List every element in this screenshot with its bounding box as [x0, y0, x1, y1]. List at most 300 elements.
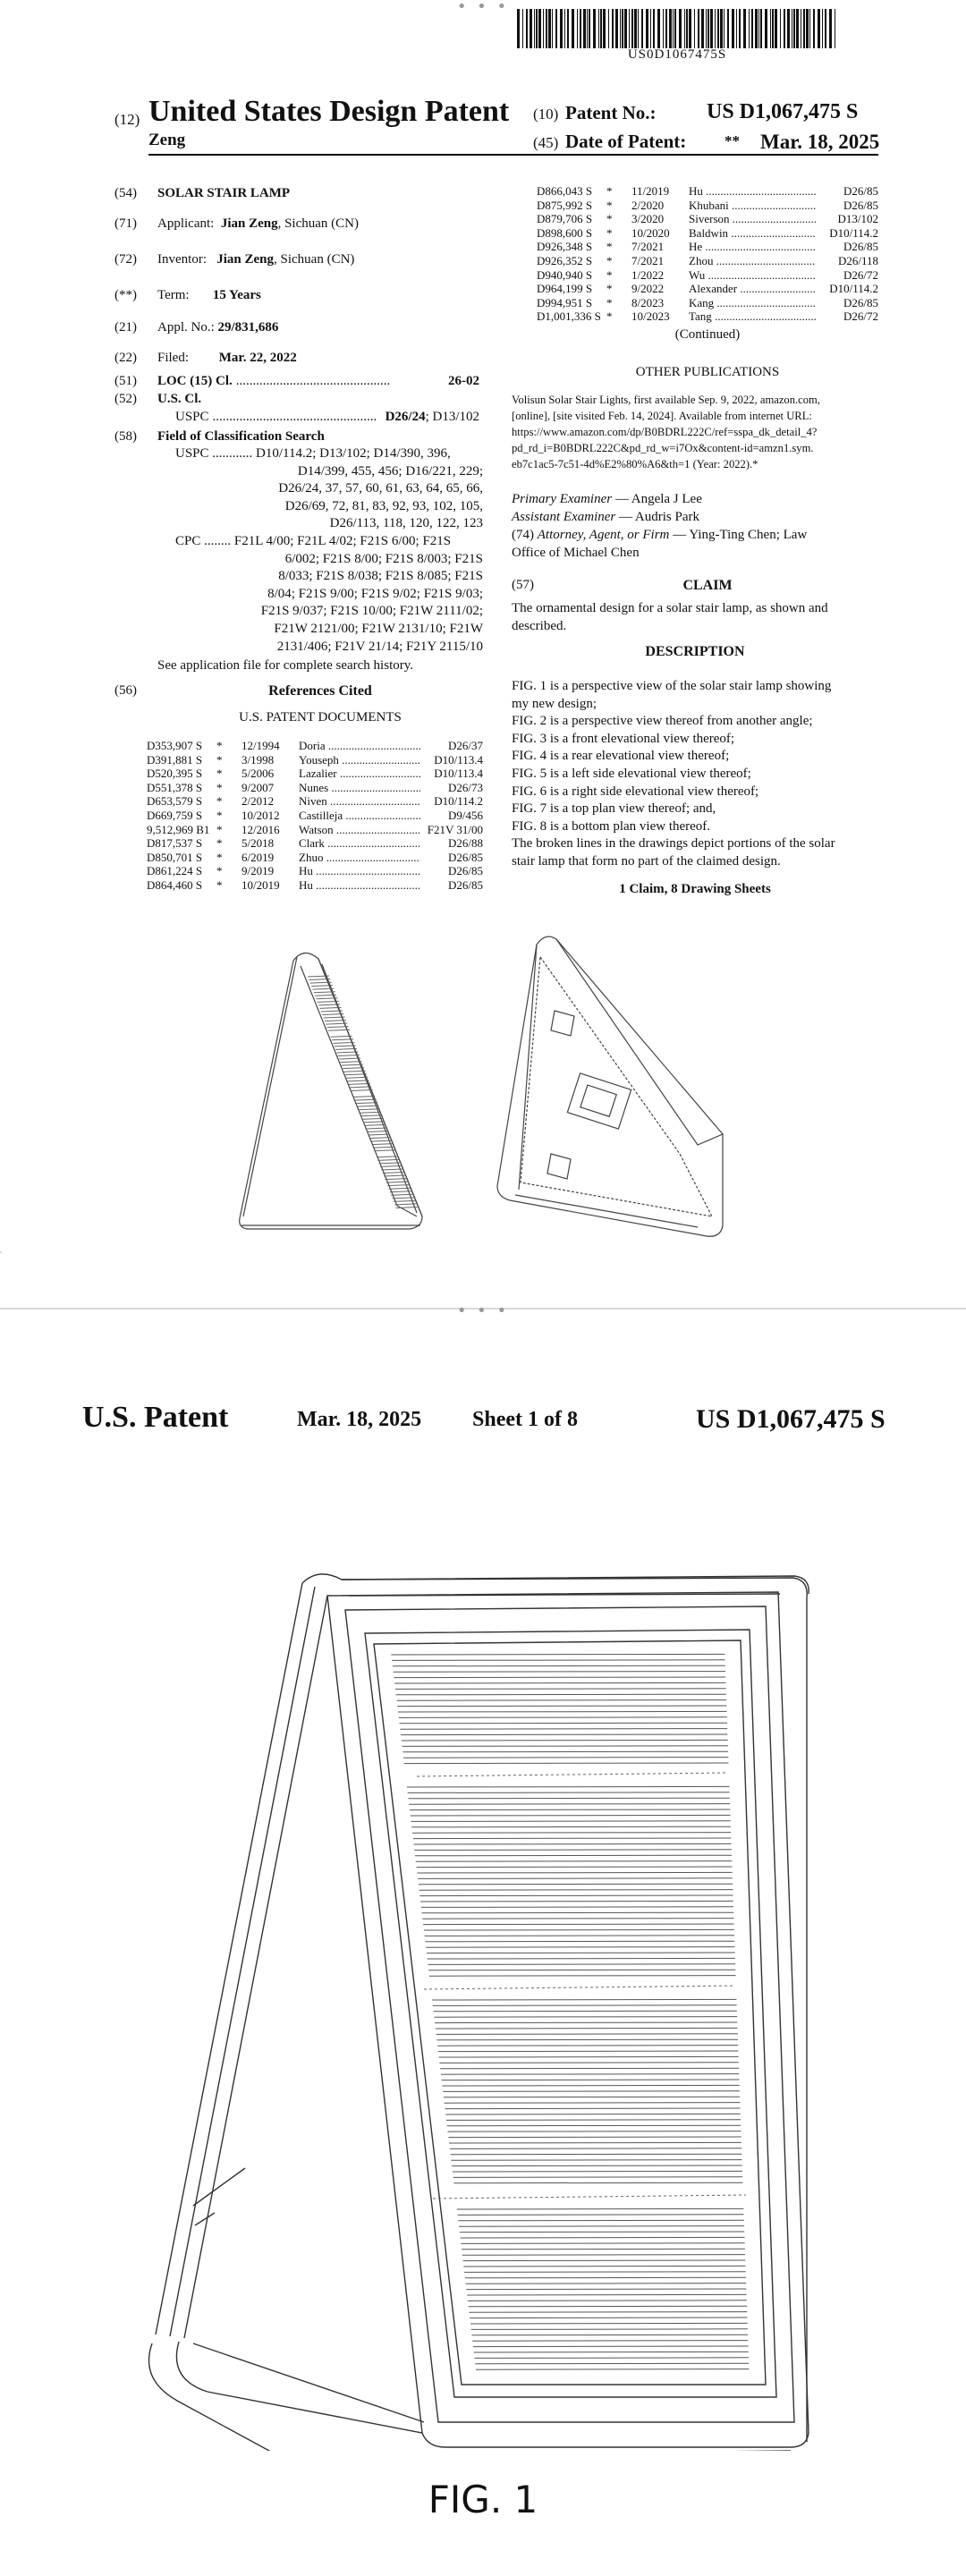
reference-no: D653,579 S [147, 794, 203, 809]
barcode-bar [583, 9, 586, 48]
solar-slat [435, 2022, 737, 2023]
reference-k: * [216, 794, 223, 809]
solar-slat [436, 2028, 738, 2029]
solar-slat [434, 2017, 737, 2018]
barcode-bar [674, 9, 676, 48]
solar-slat [461, 2237, 745, 2238]
solar-slat [458, 2215, 744, 2216]
solar-slat [401, 1734, 727, 1735]
barcode-bar [780, 9, 781, 48]
solar-slat [432, 1999, 736, 2000]
solar-slat [466, 2289, 746, 2290]
solar-slat [460, 2232, 744, 2233]
barcode-bar [669, 9, 672, 48]
solar-slat [419, 1890, 733, 1891]
reference-cls: D26/72 [843, 309, 878, 324]
solar-slat [391, 1654, 724, 1655]
reference-k: * [216, 767, 223, 781]
reference-name: Wu ..... [689, 268, 816, 283]
solar-slat [404, 1763, 729, 1764]
refs-title: References Cited [268, 683, 372, 699]
panel-slat [327, 1027, 349, 1028]
barcode-bar [587, 9, 588, 48]
reference-cls: D10/113.4 [434, 752, 483, 767]
solar-slat [441, 2074, 739, 2075]
barcode-bar [717, 9, 719, 48]
reference-date: 6/2019 [242, 850, 275, 864]
barcode-bar [620, 9, 621, 48]
barcode-bar [803, 9, 805, 48]
barcode-bar [546, 9, 547, 48]
title-code: (54) [114, 186, 137, 200]
solar-slat [394, 1672, 725, 1673]
reference-cls: D9/456 [448, 808, 483, 822]
panel-slat [389, 1188, 411, 1189]
reference-date: 9/2019 [242, 864, 275, 878]
reference-k: * [216, 850, 223, 864]
page-handle-middle[interactable]: • • • [456, 1301, 510, 1320]
reference-date: 3/2020 [631, 212, 665, 226]
barcode-bar [530, 9, 532, 48]
solar-slat [426, 1947, 734, 1948]
reference-row [147, 823, 483, 837]
panel-slat [331, 1036, 352, 1037]
barcode-bar [694, 9, 695, 48]
applicant: Applicant: Jian Zeng, Sichuan (CN) [157, 216, 359, 231]
solar-slat [414, 1850, 732, 1851]
barcode-bar [727, 9, 729, 48]
barcode-bar [701, 9, 704, 48]
reference-row [147, 781, 483, 795]
panel-slat [379, 1163, 401, 1164]
reference-cls: D26/73 [448, 780, 483, 794]
reference-cls: D26/72 [843, 267, 878, 282]
panel-slat [390, 1191, 411, 1192]
solar-slat [462, 2255, 745, 2256]
reference-no: D875,992 S [537, 198, 593, 212]
barcode-bar [538, 9, 541, 48]
reference-no: D353,907 S [147, 739, 203, 752]
reference-name: Hu ..... [299, 864, 420, 878]
panel-slat [343, 1068, 364, 1069]
field-cpc: CPC ........ F21L 4/00; F21L 4/02; F21S 6/00; F21S 6/002; F21S 8/00; F21S 8/003; F21S 8/033; F21S 8/038; F21S 8/085; F21S 8/04; F21S 9/00; F21S 9/02; F21S 9/03; F21S 9/037; F21S 10/00; F21W 2111/02; F21W 2121/00; F21W 2131/10; F21W 2131/406; F21V 21/14; F21Y 2115/10 [175, 534, 483, 654]
term: Term: 15 Years [157, 288, 261, 302]
reference-k: * [216, 739, 223, 752]
sheet-header-left: U.S. Patent [82, 1401, 229, 1434]
reference-row [537, 296, 878, 310]
solar-slat [443, 2085, 740, 2086]
reference-name: He ..... [689, 240, 816, 254]
reference-date: 5/2006 [242, 767, 275, 781]
solar-slat [419, 1895, 733, 1896]
barcode-bar [793, 9, 795, 48]
solar-slat [465, 2277, 746, 2278]
panel-slat [381, 1169, 402, 1170]
see-application: See application file for complete search history. [157, 658, 414, 673]
barcode-bar [720, 9, 723, 48]
barcode-bar [732, 9, 734, 48]
barcode-bar [634, 9, 637, 48]
barcode-bar [679, 9, 682, 48]
code-10: (10) [533, 106, 559, 123]
description-line: FIG. 5 is a left side elevational view thereof; [512, 766, 751, 781]
barcode-bar [772, 9, 774, 48]
solar-slat [400, 1729, 727, 1730]
barcode-bar [684, 9, 685, 48]
reference-no: D940,940 S [537, 267, 593, 282]
solar-slat [448, 2131, 741, 2132]
claims-summary: 1 Claim, 8 Drawing Sheets [619, 882, 771, 896]
reference-name: Lazalier ..... [299, 767, 420, 781]
barcode-bar [787, 9, 790, 48]
reference-cls: D10/113.4 [434, 767, 483, 781]
solar-slat [417, 1867, 733, 1868]
solar-slat [462, 2249, 745, 2250]
reference-k: * [606, 212, 613, 226]
barcode-bar [638, 9, 639, 48]
barcode-bar [706, 9, 707, 48]
barcode-bar [603, 9, 606, 48]
field-uspc: USPC ............ D10/114.2; D13/102; D14/390, 396, D14/399, 455, 456; D16/221, 229; D26/24, 37, 57, 60, 61, 63, 64, 65, 66, D26/69, 72, 81, 83, 92, 93, 102, 105, D26/113, 118, 120, 122, 123 [175, 446, 483, 531]
solar-slat [395, 1689, 726, 1690]
solar-slat [407, 1786, 730, 1787]
claim-text: The ornamental design for a solar stair lamp, as shown and described. [512, 601, 828, 633]
reference-no: D864,460 S [147, 877, 203, 892]
barcode-bar [765, 9, 767, 48]
description-line: FIG. 1 is a perspective view of the solar stair lamp showing [512, 679, 832, 693]
solar-slat [457, 2208, 744, 2209]
barcode-bar [739, 9, 741, 48]
solar-slat [414, 1843, 732, 1844]
solar-slat [397, 1700, 727, 1701]
barcode-bar [612, 9, 614, 48]
panel-slat [326, 1023, 347, 1024]
panel-slat [394, 1204, 416, 1205]
description-line: FIG. 2 is a perspective view thereof from another angle; [512, 714, 813, 729]
panel-slat [345, 1074, 367, 1075]
solar-slat [425, 1941, 734, 1942]
panel-slat [391, 1194, 412, 1195]
solar-slat [453, 2182, 742, 2183]
solar-slat [436, 2039, 738, 2040]
reference-date: 10/2023 [631, 309, 670, 324]
barcode-bar [809, 9, 810, 48]
sheet-header-patent-number: US D1,067,475 S [696, 1404, 886, 1434]
reference-k: * [606, 282, 613, 296]
reference-cls: D10/114.2 [434, 794, 483, 809]
reference-k: * [606, 309, 613, 324]
barcode-bar [755, 9, 758, 48]
reference-cls: D10/114.2 [829, 282, 878, 296]
barcode-bar [593, 9, 596, 48]
barcode-bar [673, 9, 674, 48]
reference-date: 2/2020 [631, 198, 665, 212]
reference-row [147, 836, 483, 851]
barcode-bar [784, 9, 785, 48]
reference-k: * [216, 864, 223, 878]
solar-slat [413, 1838, 732, 1839]
barcode-bar [715, 9, 716, 48]
solar-slat [428, 1958, 735, 1959]
description-line: The broken lines in the drawings depict portions of the solar [512, 836, 835, 852]
reference-cls: D26/85 [843, 240, 878, 254]
reference-date: 2/2012 [242, 794, 275, 809]
description-text [512, 678, 878, 871]
us-docs-title: U.S. PATENT DOCUMENTS [239, 710, 402, 724]
kind-code: (12) [114, 111, 140, 128]
barcode-bar [775, 9, 777, 48]
reference-no: D879,706 S [537, 212, 593, 226]
solar-slat [464, 2272, 746, 2273]
solar-slat [399, 1717, 727, 1718]
reference-name: Baldwin ..... [689, 226, 816, 241]
solar-slat [447, 2125, 741, 2126]
reference-k: * [606, 240, 613, 254]
panel-slat [393, 1198, 414, 1199]
panel-slat [365, 1124, 386, 1125]
solar-slat [409, 1804, 730, 1805]
reference-row [147, 851, 483, 865]
reference-row [537, 254, 878, 268]
reference-k: * [216, 836, 223, 851]
reference-row [537, 282, 878, 296]
reference-row [147, 878, 483, 893]
solar-slat [392, 1660, 724, 1661]
reference-date: 7/2021 [631, 240, 665, 254]
solar-slat [433, 2005, 737, 2006]
reference-name: Hu ..... [299, 878, 420, 893]
solar-slat [471, 2329, 748, 2330]
barcode-bar [646, 9, 648, 48]
barcode-bar [608, 9, 609, 48]
solar-slat [458, 2220, 744, 2221]
barcode-bar [796, 9, 799, 48]
solar-slat [438, 2051, 739, 2052]
reference-name: Zhou ..... [689, 254, 816, 268]
barcode-bar [770, 9, 771, 48]
barcode-bar [665, 9, 667, 48]
barcode-bar [710, 9, 713, 48]
panel-slat [340, 1062, 361, 1063]
reference-k: * [606, 267, 613, 282]
description-line: my new design; [512, 696, 597, 711]
uscl-code: (52) [114, 392, 137, 406]
solar-slat [445, 2108, 741, 2109]
solar-slat [450, 2148, 741, 2149]
solar-slat [402, 1751, 728, 1752]
panel-slat [384, 1175, 405, 1176]
barcode-bar [822, 9, 823, 48]
solar-slat [449, 2142, 741, 2143]
reference-cls: D26/85 [448, 877, 483, 892]
reference-row [537, 309, 878, 324]
panel-slat [359, 1109, 380, 1110]
barcode-bar [598, 9, 599, 48]
reference-row [537, 184, 878, 199]
solar-slat [419, 1884, 733, 1885]
reference-cls: D26/118 [837, 253, 878, 267]
reference-row [147, 753, 483, 767]
description-title: DESCRIPTION [645, 644, 745, 659]
barcode-bar [629, 9, 630, 48]
barcode-bar [522, 9, 523, 48]
reference-row [147, 794, 483, 809]
reference-row [147, 767, 483, 781]
barcode-bar [708, 9, 709, 48]
solar-slat [393, 1665, 725, 1666]
page-edge-mark: ' [0, 1250, 2, 1260]
solar-slat [416, 1861, 732, 1862]
panel-slat [336, 1052, 358, 1053]
panel-slat [332, 1039, 353, 1040]
panel-slat [374, 1150, 395, 1151]
reference-k: * [216, 780, 223, 794]
barcode-number: US0D1067475S [627, 47, 727, 62]
solar-slat [463, 2266, 745, 2267]
fig-1-drawing [143, 1556, 823, 2451]
solar-slat [475, 2363, 749, 2364]
description-line: FIG. 3 is a front elevational view thereof; [512, 731, 735, 746]
panel-slat [339, 1058, 360, 1059]
appl-no: Appl. No.: 29/831,686 [157, 320, 279, 335]
panel-slat [370, 1140, 392, 1141]
reference-no: D669,759 S [147, 808, 203, 822]
patent-date: Mar. 18, 2025 [760, 131, 880, 153]
barcode-bar [813, 9, 815, 48]
reference-cls: F21V 31/00 [427, 822, 483, 836]
barcode-bar [552, 9, 553, 48]
solar-slat [411, 1821, 731, 1822]
reference-name: Castilleja ..... [299, 809, 420, 823]
panel-slat [355, 1099, 377, 1100]
barcode-bar [686, 9, 688, 48]
barcode-bar [555, 9, 557, 48]
claim-title: CLAIM [682, 578, 733, 593]
reference-date: 1/2022 [631, 267, 665, 282]
reference-cls: D26/85 [843, 184, 878, 198]
solar-slat [453, 2177, 743, 2178]
reference-date: 10/2020 [631, 225, 670, 240]
barcode-bar [650, 9, 651, 48]
panel-slat [346, 1077, 368, 1078]
other-publications-title: OTHER PUBLICATIONS [635, 365, 780, 379]
solar-slat [469, 2306, 747, 2307]
date-label: Date of Patent: [565, 131, 687, 152]
barcode-bar [758, 9, 759, 48]
description-line: FIG. 6 is a right side elevational view thereof; [512, 784, 759, 799]
solar-slat [415, 1855, 732, 1856]
reference-cls: D13/102 [837, 212, 878, 226]
barcode-bar [572, 9, 574, 48]
description-line: stair lamp that form no part of the claimed design. [512, 853, 781, 869]
filed: Filed: Mar. 22, 2022 [157, 351, 297, 365]
solar-slat [475, 2358, 750, 2359]
inventor-surname: Zeng [148, 131, 186, 149]
solar-slat [448, 2137, 741, 2138]
reference-no: D964,199 S [537, 282, 593, 296]
design-title: SOLAR STAIR LAMP [157, 186, 291, 200]
barcode-bar [751, 9, 753, 48]
solar-slat [470, 2323, 748, 2324]
description-line: FIG. 7 is a top plan view thereof; and, [512, 801, 716, 817]
barcode-bar [689, 9, 691, 48]
field-label: Field of Classification Search [157, 429, 325, 444]
barcode-bar [743, 9, 746, 48]
barcode-bar [806, 9, 809, 48]
solar-slat [411, 1815, 731, 1816]
panel-slat [372, 1144, 394, 1145]
reference-k: * [606, 184, 613, 198]
references-left [147, 739, 483, 893]
reference-date: 9/2022 [631, 282, 665, 296]
solar-slat [423, 1924, 733, 1925]
sheet-number: Sheet 1 of 8 [472, 1408, 578, 1431]
solar-slat [398, 1711, 727, 1712]
solar-slat [429, 1976, 736, 1977]
reference-date: 7/2021 [631, 253, 665, 267]
reference-no: D850,701 S [147, 850, 203, 864]
code-45: (45) [533, 134, 559, 151]
solar-slat [446, 2120, 741, 2121]
reference-row [147, 739, 483, 753]
barcode-bar [548, 9, 551, 48]
inventor: Inventor: Jian Zeng, Sichuan (CN) [157, 252, 355, 267]
barcode-bar [749, 9, 750, 48]
reference-date: 10/2019 [242, 877, 280, 892]
solar-slat [420, 1901, 733, 1902]
reference-name: Nunes ..... [299, 781, 420, 795]
solar-slat [394, 1682, 725, 1683]
barcode-bar [631, 9, 633, 48]
reference-name: Khubani ..... [689, 199, 816, 213]
solar-slat [410, 1809, 730, 1810]
barcode-bar [543, 9, 544, 48]
reference-name: Zhuo ..... [299, 851, 420, 865]
reference-cls: D26/88 [448, 836, 483, 851]
uscl-label: U.S. Cl. [157, 392, 202, 406]
sheet-header-date: Mar. 18, 2025 [297, 1408, 422, 1431]
panel-slat [356, 1103, 377, 1104]
solar-slat [467, 2294, 746, 2295]
reference-no: D861,224 S [147, 864, 203, 878]
barcode-bar [736, 9, 737, 48]
applicant-code: (71) [114, 216, 137, 231]
examiners: Primary Examiner — Angela J Lee Assistant Examiner — Audris Park (74) Attorney, Agent, or Firm — Ying-Ting Chen; Law Office of Michael Chen [512, 492, 808, 560]
loc-class: LOC (15) Cl. .............................................. 26-02 [157, 374, 479, 388]
solar-slat [451, 2154, 742, 2155]
panel-slat [366, 1128, 387, 1129]
reference-name: Niven ..... [299, 794, 420, 809]
panel-slat [383, 1173, 404, 1174]
uspc-class: USPC ................................................. D26/24 ; D13/102 [175, 410, 479, 424]
continued-note: (Continued) [674, 327, 741, 342]
reference-k: * [606, 198, 613, 212]
page-handle-top[interactable]: • • • [456, 0, 510, 16]
solar-slat [409, 1798, 730, 1799]
term-code: (**) [114, 288, 137, 302]
panel-slat [333, 1042, 354, 1043]
description-line: FIG. 4 is a rear elevational view thereof; [512, 749, 730, 764]
barcode-bar [580, 9, 581, 48]
solar-slat [461, 2243, 744, 2244]
panel-slat [360, 1115, 382, 1116]
solar-slat [451, 2160, 741, 2161]
solar-slat [452, 2165, 742, 2166]
solar-slat [411, 1826, 731, 1827]
barcode-bar [517, 9, 520, 48]
reference-date: 9/2007 [242, 780, 275, 794]
solar-slat [474, 2351, 749, 2352]
